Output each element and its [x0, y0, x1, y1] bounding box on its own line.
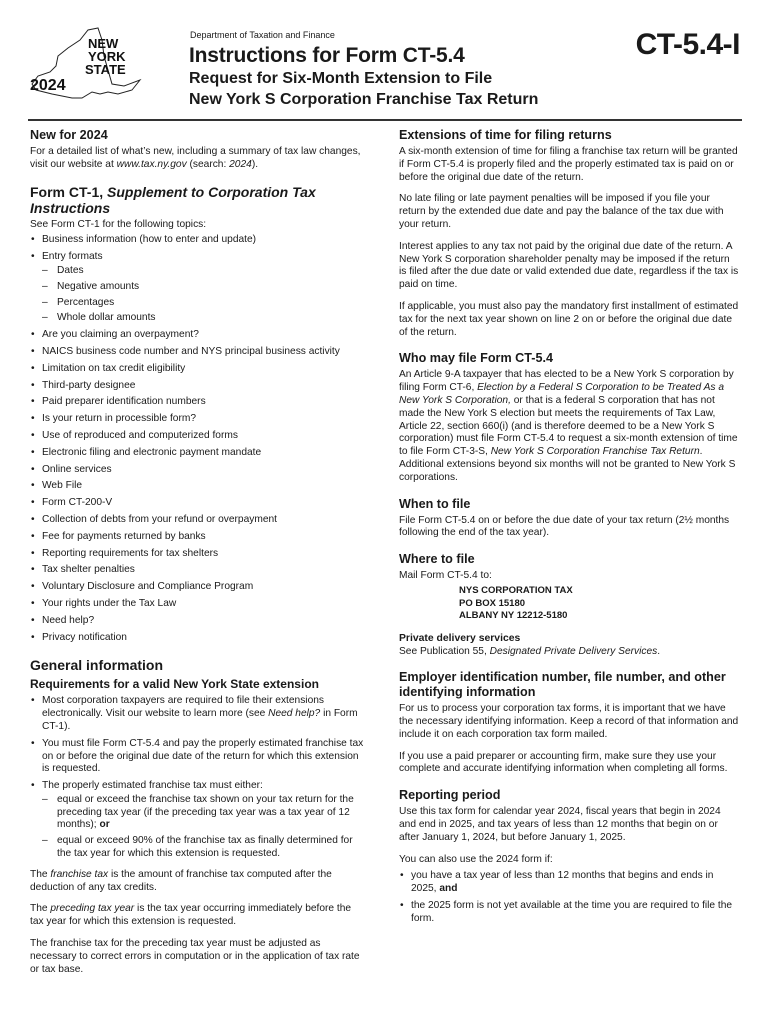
list-item: – equal or exceed 90% of the franchise tax as finally determined for the tax year for which this extension is requested.: [42, 835, 366, 861]
list-item: [30, 251, 366, 325]
list-item: • You must file Form CT-5.4 and pay the properly estimated franchise tax on or before the original due date of the return for which this extension is requested.: [30, 738, 366, 776]
mailing-address: [459, 585, 739, 623]
address-line-2: PO BOX 15180: [459, 597, 526, 609]
list-item: – Whole dollar amounts: [42, 312, 366, 325]
def-text: is the tax year occurring immediately before the tax year for which this extension is requested.: [30, 903, 352, 928]
private-delivery-heading: Private delivery services: [399, 632, 521, 644]
where-to-file-heading: Where to file: [399, 552, 475, 567]
list-item: • Reporting requirements for tax shelters: [30, 548, 366, 561]
reporting-period-text-1: Use this tax form for calendar year 2024, fiscal years that begin in 2024 and end in 2025, and tax years of less than 12 months that begin on or after January 1, 2024, but before January 1, 2025.: [399, 806, 721, 843]
general-info-heading: General information: [30, 657, 164, 674]
list-item: • Web File: [30, 480, 366, 493]
who-text: . Additional extensions beyond six months will not be granted to New York S corporations.: [399, 446, 736, 483]
list-item: • Third-party designee: [30, 380, 366, 393]
adjustment-text: The franchise tax for the preceding tax year must be adjusted as necessary to correct errors in computation or in the application of tax rate or tax base.: [30, 938, 360, 975]
logo-word-3: STATE: [85, 62, 126, 77]
private-delivery-text: [399, 646, 739, 659]
extensions-text-4: If applicable, you must also pay the mandatory first installment of estimated tax for the next tax year shown on line 2 on or before the original due date of the return.: [399, 300, 739, 338]
req-text: equal or exceed the franchise tax shown on your tax return for the preceding tax year (if the preceding tax year was a tax year of 12 months);: [57, 793, 354, 831]
estimate-conditions-list: [42, 794, 366, 861]
ein-text-2: If you use a paid preparer or accounting firm, make sure they use your complete and accurate identifying information when completing all forms.: [399, 750, 728, 775]
ct1-intro: See Form CT-1 for the following topics:: [30, 218, 207, 230]
list-item: • Privacy notification: [30, 632, 366, 645]
list-item: • NAICS business code number and NYS principal business activity: [30, 346, 366, 359]
list-item: • Fee for payments returned by banks: [30, 531, 366, 544]
form-number: CT-5.4-I: [635, 28, 740, 61]
list-item: • Form CT-200-V: [30, 497, 366, 510]
page-header: [0, 0, 770, 120]
requirements-heading: Requirements for a valid New York State extension: [30, 677, 319, 692]
entry-format-list: [42, 265, 366, 325]
subtitle-line-1: Request for Six-Month Extension to File: [189, 70, 493, 87]
list-item: [30, 695, 366, 733]
form-title-ref: New York S Corporation Franchise Tax Return: [490, 446, 700, 458]
def-term: franchise tax: [50, 868, 109, 880]
private-text: See Publication 55,: [399, 645, 490, 657]
list-item: • Your rights under the Tax Law: [30, 598, 366, 611]
req-text: Most corporation taxpayers are required to file their extensions electronically. Visit our website to learn more (see: [42, 695, 324, 720]
ein-heading: Employer identification number, file number, and other identifying information: [399, 670, 726, 700]
new-for-text-part: For a detailed list of what’s new, including a summary of tax law changes, visit our website at: [30, 146, 361, 170]
page-title: Instructions for Form CT-5.4: [189, 44, 465, 67]
def-term: preceding tax year: [50, 903, 135, 915]
list-item: – Dates: [42, 265, 366, 278]
list-item: [42, 794, 366, 832]
who-text: or that is a federal S corporation that has not made the New York S election but meets the requirements of Tax Law, Article 22, section 660(i) (and is therefore deemed to be a New York S corporation) must file Form CT-5.4 to request a six-month extension of time to file Form CT-3-S,: [399, 394, 738, 458]
publication-title: Designated Private Delivery Services: [489, 645, 658, 657]
subtitle-line-2: New York S Corporation Franchise Tax Return: [189, 91, 539, 108]
page-subtitle: [189, 68, 538, 110]
req-text: The properly estimated franchise tax must either:: [42, 780, 263, 792]
req-or: or: [99, 819, 110, 831]
list-item: [399, 870, 739, 896]
definition-franchise-tax: [30, 869, 366, 895]
rp-text: you have a tax year of less than 12 months that begins and ends in 2025,: [411, 870, 714, 895]
list-item: • Collection of debts from your refund or overpayment: [30, 514, 366, 527]
requirements-list: [30, 695, 366, 861]
ein-text-1: For us to process your corporation tax forms, it is important that we have the necessary identifying information. Keep a record of that information and include it on each corporation tax form mailed.: [399, 703, 739, 740]
list-item: • Use of reproduced and computerized forms: [30, 430, 366, 443]
logo-year: 2024: [30, 77, 66, 94]
new-for-heading: New for 2024: [30, 128, 108, 142]
form-title-ref: Election by a Federal S Corporation to be Treated As a New York S Corporation,: [399, 382, 725, 406]
who-text: An Article 9-A taxpayer that has elected to be a New York S corporation by filing Form CT-6,: [399, 369, 734, 394]
list-item: – Percentages: [42, 297, 366, 310]
when-to-file-text: File Form CT-5.4 on or before the due date of your tax return (2½ months following the end of the tax year).: [399, 514, 730, 539]
list-item: • Are you claiming an overpayment?: [30, 329, 366, 342]
extensions-text-3: Interest applies to any tax not paid by the original due date of the return. A New York S corporation shareholder penalty may be imposed if the return is filed after the due date or valid extended due date, regardless if the tax is paid on time.: [399, 240, 739, 291]
address-line-1: NYS CORPORATION TAX: [459, 584, 573, 596]
who-may-file-text: [399, 369, 739, 484]
list-item: • Need help?: [30, 615, 366, 628]
def-text: The: [30, 868, 51, 880]
list-item: • Voluntary Disclosure and Compliance Program: [30, 581, 366, 594]
new-for-text-part: ).: [251, 158, 259, 170]
who-may-file-heading: Who may file Form CT-5.4: [399, 351, 553, 366]
new-for-text: [30, 146, 366, 172]
list-item: – Negative amounts: [42, 281, 366, 294]
right-column: [399, 128, 739, 930]
reporting-conditions-list: [399, 870, 739, 925]
reporting-period-heading: Reporting period: [399, 788, 501, 803]
list-item: • Business information (how to enter and update): [30, 234, 366, 247]
ct1-heading: [30, 184, 366, 216]
left-column: [30, 128, 366, 985]
website-link[interactable]: www.tax.ny.gov: [116, 158, 187, 170]
extensions-text-2: No late filing or late payment penalties will be imposed if you file your return by the extended due date and pay the balance of the tax due with your return.: [399, 193, 724, 230]
new-for-text-part: (search:: [186, 158, 230, 170]
list-item: • the 2025 form is not yet available at the time you are required to file the form.: [399, 900, 739, 926]
need-help-ref: Need help?: [268, 708, 321, 720]
ct1-heading-part: Form CT-1,: [30, 183, 108, 200]
req-text: in Form CT-1).: [42, 708, 358, 732]
def-text: is the amount of franchise tax computed after the deduction of any tax credits.: [30, 868, 332, 893]
extensions-text-1: A six-month extension of time for filing a franchise tax return will be granted if Form CT-5.4 is properly filed and the properly estimated tax is paid on or before the original due date of the return.: [399, 146, 738, 183]
logo-word-2: YORK: [88, 49, 126, 64]
list-item: • Electronic filing and electronic payment mandate: [30, 447, 366, 460]
private-text: .: [657, 645, 661, 657]
definition-preceding-year: [30, 903, 366, 929]
new-york-state-logo: [28, 26, 148, 106]
department-name: Department of Taxation and Finance: [190, 30, 335, 40]
list-item: • Limitation on tax credit eligibility: [30, 363, 366, 376]
def-text: The: [30, 903, 51, 915]
rp-and: and: [439, 883, 458, 895]
reporting-period-text-2: You can also use the 2024 form if:: [399, 853, 553, 865]
list-item-label: Entry formats: [42, 251, 103, 263]
list-item: [30, 780, 366, 861]
topic-list: [30, 234, 366, 644]
list-item: • Is your return in processible form?: [30, 413, 366, 426]
where-to-file-text: Mail Form CT-5.4 to:: [399, 570, 492, 582]
logo-word-1: NEW: [88, 36, 119, 51]
when-to-file-heading: When to file: [399, 496, 471, 511]
extensions-heading: Extensions of time for filing returns: [399, 128, 612, 142]
list-item: • Tax shelter penalties: [30, 564, 366, 577]
header-divider: [28, 119, 742, 121]
list-item: • Online services: [30, 464, 366, 477]
search-term: 2024: [229, 158, 252, 170]
ct1-heading-title: Supplement to Corporation Tax Instructions: [30, 183, 316, 216]
list-item: • Paid preparer identification numbers: [30, 396, 366, 409]
address-line-3: ALBANY NY 12212-5180: [459, 610, 568, 622]
